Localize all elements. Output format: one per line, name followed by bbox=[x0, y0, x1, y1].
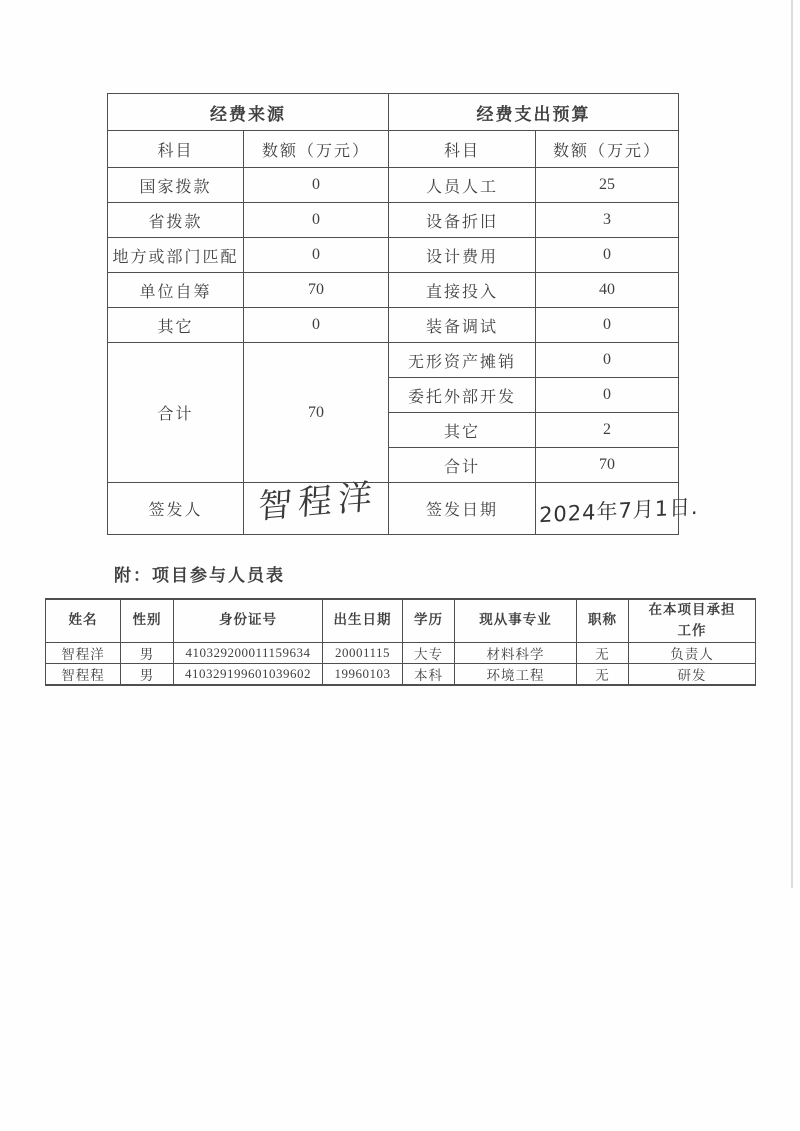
expense-budget-header: 经费支出预算 bbox=[389, 94, 679, 131]
expense-amount-cell: 40 bbox=[536, 273, 679, 308]
funding-source-header: 经费来源 bbox=[108, 94, 389, 131]
participant-name: 智程洋 bbox=[46, 642, 121, 663]
source-subject-cell: 地方或部门匹配 bbox=[108, 238, 244, 273]
participant-job-title: 无 bbox=[577, 663, 629, 685]
participant-birth-date: 19960103 bbox=[323, 663, 403, 685]
col-header-job-title: 职称 bbox=[577, 599, 629, 642]
signature-row bbox=[108, 483, 679, 535]
expense-subject-cell: 直接投入 bbox=[389, 273, 536, 308]
source-subject-col-header: 科目 bbox=[108, 131, 244, 168]
participant-project-role: 研发 bbox=[629, 663, 756, 685]
participant-birth-date: 20001115 bbox=[323, 642, 403, 663]
participant-name: 智程程 bbox=[46, 663, 121, 685]
budget-table bbox=[107, 93, 699, 535]
col-header-education: 学历 bbox=[403, 599, 455, 642]
participant-gender: 男 bbox=[121, 642, 174, 663]
source-amount-cell: 0 bbox=[244, 168, 389, 203]
budget-row bbox=[108, 308, 679, 343]
signer-signature-cell bbox=[244, 476, 389, 535]
expense-subject-cell: 其它 bbox=[389, 413, 536, 448]
source-subject-cell: 其它 bbox=[108, 308, 244, 343]
budget-row bbox=[108, 273, 679, 308]
expense-amount-cell: 0 bbox=[536, 308, 679, 343]
participant-education: 大专 bbox=[403, 642, 455, 663]
col-header-profession: 现从事专业 bbox=[455, 599, 577, 642]
col-header-gender: 性别 bbox=[121, 599, 174, 642]
expense-subject-cell: 装备调试 bbox=[389, 308, 536, 343]
participants-table-title: 附：项目参与人员表 bbox=[114, 566, 285, 585]
participant-education: 本科 bbox=[403, 663, 455, 685]
expense-subject-col-header: 科目 bbox=[389, 131, 536, 168]
expense-amount-cell: 0 bbox=[536, 378, 679, 413]
col-header-project-role-text: 在本项目承担工作 bbox=[648, 602, 736, 638]
budget-row bbox=[108, 168, 679, 203]
participant-id-number: 410329200011159634 bbox=[174, 642, 323, 663]
source-total-label: 合计 bbox=[108, 343, 244, 483]
participant-profession: 材料科学 bbox=[455, 642, 577, 663]
expense-amount-cell: 0 bbox=[536, 343, 679, 378]
participants-table bbox=[45, 598, 756, 686]
participant-project-role: 负责人 bbox=[629, 642, 756, 663]
participant-row bbox=[46, 663, 756, 685]
expense-subject-cell: 无形资产摊销 bbox=[389, 343, 536, 378]
expense-total-label: 合计 bbox=[389, 448, 536, 483]
participant-job-title: 无 bbox=[577, 642, 629, 663]
source-amount-cell: 0 bbox=[244, 203, 389, 238]
sign-date-cell bbox=[536, 483, 699, 535]
source-amount-cell: 0 bbox=[244, 308, 389, 343]
expense-subject-cell: 设备折旧 bbox=[389, 203, 536, 238]
expense-amount-col-header: 数额（万元） bbox=[536, 131, 679, 168]
sign-date-label: 签发日期 bbox=[389, 483, 536, 535]
expense-amount-cell: 25 bbox=[536, 168, 679, 203]
col-header-id-number: 身份证号 bbox=[174, 599, 323, 642]
expense-subject-cell: 设计费用 bbox=[389, 238, 536, 273]
handwritten-signature: 智程洋 bbox=[257, 476, 379, 528]
source-amount-col-header: 数额（万元） bbox=[244, 131, 389, 168]
expense-subject-cell: 委托外部开发 bbox=[389, 378, 536, 413]
source-subject-cell: 单位自筹 bbox=[108, 273, 244, 308]
budget-row bbox=[108, 203, 679, 238]
col-header-project-role bbox=[629, 599, 756, 642]
expense-amount-cell: 3 bbox=[536, 203, 679, 238]
col-header-birth-date: 出生日期 bbox=[323, 599, 403, 642]
page-edge-line bbox=[791, 0, 793, 888]
expense-subject-cell: 人员人工 bbox=[389, 168, 536, 203]
participant-row bbox=[46, 642, 756, 663]
expense-amount-cell: 0 bbox=[536, 238, 679, 273]
signer-label: 签发人 bbox=[108, 483, 244, 535]
source-total-value: 70 bbox=[244, 343, 389, 483]
source-amount-cell: 70 bbox=[244, 273, 389, 308]
source-subject-cell: 省拨款 bbox=[108, 203, 244, 238]
participant-gender: 男 bbox=[121, 663, 174, 685]
participant-profession: 环境工程 bbox=[455, 663, 577, 685]
budget-header-row bbox=[108, 94, 679, 131]
participants-header-row bbox=[46, 599, 756, 642]
source-amount-cell: 0 bbox=[244, 238, 389, 273]
budget-subheader-row bbox=[108, 131, 679, 168]
expense-amount-cell: 2 bbox=[536, 413, 679, 448]
col-header-name: 姓名 bbox=[46, 599, 121, 642]
handwritten-date: 2024年7月1日. bbox=[538, 494, 699, 528]
budget-row bbox=[108, 343, 679, 378]
source-subject-cell: 国家拨款 bbox=[108, 168, 244, 203]
expense-total-value: 70 bbox=[536, 448, 679, 483]
budget-row bbox=[108, 238, 679, 273]
participant-id-number: 410329199601039602 bbox=[174, 663, 323, 685]
